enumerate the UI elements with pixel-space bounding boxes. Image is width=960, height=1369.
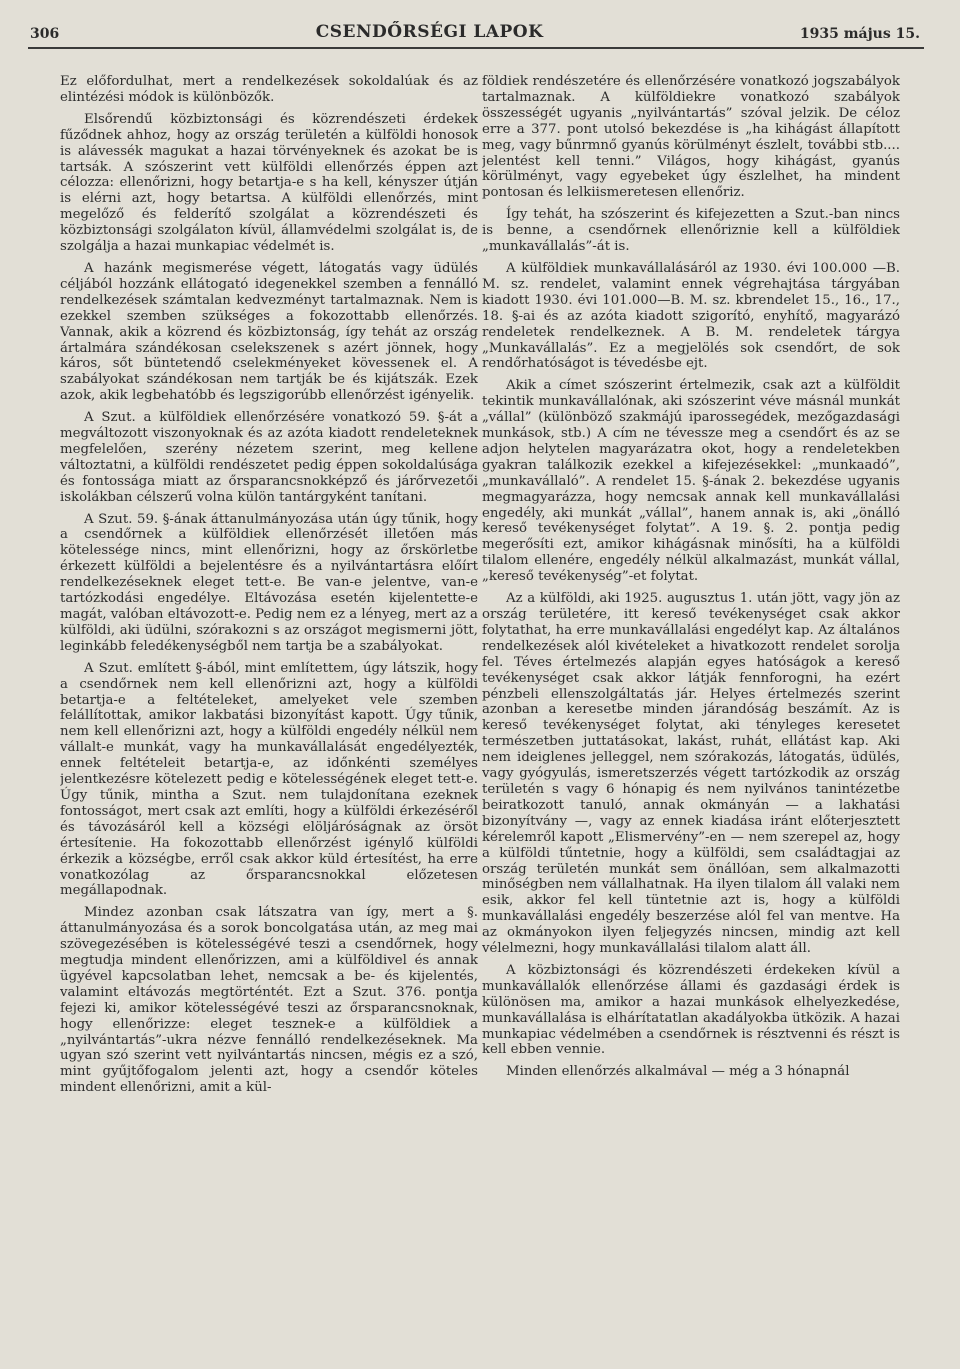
paragraph: Ez előfordulhat, mert a rendelkezések sokoldalúak és az elintézési módok is különbözők. — [60, 74, 478, 105]
paragraph: földiek rendészetére és ellenőrzésére vonatkozó jogszabályok tartalmaznak. A külföldiekre vonatkozó szabályok összességét ugyanis „nyilvántartás” szóval jelzik. De céloz erre a 377. pont utolsó bekezdése is „ha kihágást állapított meg, vagy bűnrmnő gyanús körülményt észlelt, további stb.... jelentést kell tenni.” Világos, hogy kihágást, gyanús körülményt, vagy egyebeket úgy észlelhet, ha mindent pontosan és lelkiismeretesen ellenőriz. — [482, 74, 900, 201]
paragraph: A külföldiek munkavállalásáról az 1930. évi 100.000 —B. M. sz. rendelet, valamint ennek végrehajtása tárgyában kiadott 1930. évi 101.000—B. M. sz. kbrendelet 15., 16., 17., 18. §-ai és az azóta kiadott szigorító, enyhítő, magyarázó rendeletek rendelkeznek. A B. M. rendeletek tárgya „Munkavállalás”. Ez a megjelölés sok csendőrt, de sok rendőrhatóságot is tévedésbe ejt. — [482, 260, 900, 372]
page-number: 306 — [30, 26, 60, 42]
paragraph: A Szut. a külföldiek ellenőrzésére vonatkozó 59. §-át a megváltozott viszonyoknak és az azóta kiadott rendeleteknek megfelelően, szerény nézetem szerint, meg kellene változtatni, a külföldi rendészetet pedig éppen sokoldalúsága és fontossága miatt az őrsparancsnokképző és járőrvezetői iskolákban célszerű volna külön tantárgyként tanítani. — [60, 410, 478, 505]
paragraph: Így tehát, ha szószerint és kifejezetten a Szut.-ban nincs is benne, a csendőrnek ellenőriznie kell a külföldiek „munkavállalás”-át is. — [482, 207, 900, 255]
paragraph: Mindez azonban csak látszatra van így, mert a §. áttanulmányozása és a sorok boncolgatása után, az meg mai szövegezésében is kötelességévé teszi a csendőrnek, hogy megtudja mindent ellenőrizzen, ami a külföldivel és annak ügyével kapcsolatban lehet, nemcsak a be- és kijelentés, valamint eltávozás megtörténtét. Ezt a Szut. 376. pontja fejezi ki, amikor kötelességévé teszi az őrsparancsnoknak, hogy ellenőrizze: eleget tesznek-e a külföldiek a „nyilvántartás”-ukra nézve fennálló rendelkezéseknek. Ma ugyan szó szerint vett nyilvántartás nincsen, mégis ez a szó, mint gyűjtőfogalom jelenti azt, hogy a csendőr köteles mindent ellenőrizni, amit a kül- — [60, 905, 478, 1096]
paragraph: A Szut. 59. §-ának áttanulmányozása után úgy tűnik, hogy a csendőrnek a külföldiek ellenőrzését illetően más kötelessége nincs, mint ellenőrizni, hogy az őrskörletbe érkezett külföldi a bejelentésre és a nyilvántartásra előírt rendelkezéseknek eleget tett-e. Be van-e jelentve, van-e tartózkodási engedélye. Eltávozása esetén kijelentette-e magát, valóban eltávozott-e. Pedig nem ez a lényeg, mert az a külföldi, aki üdülni, szórakozni s az országot megismerni jött, leginkább feledékenységből nem tartja be a szabályokat. — [60, 511, 478, 654]
paragraph: Elsőrendű közbiztonsági és közrendészeti érdekek fűződnek ahhoz, hogy az ország területén a külföldi honosok is alávessék magukat a hazai törvényeknek és azokat be is tartsák. A szószerint vett külföldi ellenőrzés éppen azt célozza: ellenőrizni, hogy betartja-e s ha kell, kényszer útján is elérni azt, hogy betartsa. A külföldi ellenőrzés, mint megelőző és felderítő szolgálat a közrendészeti és közbiztonsági szolgálaton kívül, államvédelmi szolgálat is, de szolgálja a hazai munkapiac védelmét is. — [60, 111, 478, 255]
paragraph: Akik a címet szószerint értelmezik, csak azt a külföldit tekintik munkavállalónak, aki szószerint véve másnál munkát „vállal” (különböző szakmájú iparossegédek, mezőgazdasági munkások, stb.) A cím ne tévessze meg a csendőrt és az se adjon helytelen magyarázatra okot, hogy a rendeletekben gyakran találkozik ezekkel a kifejezésekkel: „munkaadó”, „munkavállaló”. A rendelet 15. §-ának 2. bekezdése ugyanis megmagyarázza, hogy nemcsak annak kell munkavállalási engedély, aki munkát „vállal”, hanem annak is, aki „önálló kereső tevékenységet folytat”. A 19. §. 2. pontja pedig megerősíti ezt, amikor kihágásnak minősíti, ha a külföldi tilalom ellenére, engedély nélkül alkalmazást, munkát vállal, „kereső tevékenység”-et folytat. — [482, 378, 900, 585]
paragraph: A közbiztonsági és közrendészeti érdekeken kívül a munkavállalók ellenőrzése állami és gazdasági érdek is különösen ma, amikor a hazai munkások elhelyezkedése, munkavállalása is elhárítatatlan akadályokba ütközik. A hazai munkapiac védelmében a csendőrnek is résztvenni és részt is kell ebben vennie. — [482, 962, 900, 1058]
paragraph: A hazánk megismerése végett, látogatás vagy üdülés céljából hozzánk ellátogató idegenekkel szemben a fennálló rendelkezések számtalan kedvezményt tartalmaznak. Nem is ezekkel szemben szükséges a fokozottabb ellenőrzés. Vannak, akik a közrend és közbiztonság, így tehát az ország ártalmára szándékosan cselekszenek s azért jönnek, hogy káros, sőt büntetendő cselekményeket kövessenek el. A szabályokat szándékosan nem tartják be és kijátszák. Ezek azok, akik legbehatóbb és legszigorúbb ellenőrzést igényelik. — [60, 260, 478, 404]
left-column — [60, 74, 478, 1359]
issue-date: 1935 május 15. — [799, 26, 920, 42]
masthead-title: CSENDŐRSÉGI LAPOK — [315, 22, 544, 42]
paragraph: Az a külföldi, aki 1925. augusztus 1. után jött, vagy jön az ország területére, itt kereső tevékenységet csak akkor folytathat, ha erre munkavállalási engedélyt kap. Az általános rendelkezések alól kivételeket a hivatkozott rendelet sorolja fel. Téves értelmezés alapján egyes hatóságok a kereső tevékenységet csak akkor látják fennforogni, ha ezért pénzbeli ellenszolgáltatás jár. Helyes értelmezés szerint azonban a keresetbe minden járandóság beszámít. Az is kereső tevékenységet folytat, aki tényleges keresetet természetben juttatásokat, lakást, ruhát, ellátást kap. Aki nem ideiglenes jelleggel, nem szórakozás, látogatás, üdülés, vagy gyógyulás, ismeretszerzés végett tartózkodik az ország területén s vagy 6 hónapig és nem nyilvános tanintézetbe beiratkozott tanuló, annak okmányán — a lakhatási bizonyítvány —, vagy az ennek kiadása iránt előterjesztett kérelemről kapott „Elismervény”-en — nem szerepel az, hogy a külföldi tűntetnie, hogy a külföldi, sem családtagjai az ország területén munkát sem önállóan, sem alkalmazotti minőségben nem vállalhatnak. Ha ilyen tilalom áll valaki nem esik, akkor fel kell tüntetnie azt is, hogy a külföldi munkavállalási engedély beszerzése alól fel van mentve. Ha az okmányokon ilyen feljegyzés nincsen, mindig azt kell vélelmezni, hogy munkavállalási tilalom alatt áll. — [482, 591, 900, 957]
header-rule — [28, 47, 924, 49]
page-header — [30, 18, 920, 42]
right-column — [482, 74, 900, 1359]
paragraph: Minden ellenőrzés alkalmával — még a 3 hónapnál — [506, 1064, 850, 1080]
paragraph: A Szut. említett §-ából, mint említettem, úgy látszik, hogy a csendőrnek nem kell ellenőrizni azt, hogy a külföldi betartja-e a feltételeket, amelyeket vele szemben felállítottak, amikor lakbatási bizonyítást kapott. Úgy tűnik, nem kell ellenőrizni azt, hogy a külföldi engedély nélkül nem vállalt-e munkát, vagy ha munkavállalását engedélyezték, ennek feltételeit betartja-e, az időnkénti személyes jelentkezésre kötelezett pedig e kötelességének eleget tett-e. Úgy tűnik, mintha a Szut. nem tulajdonítana ezeknek fontosságot, mert csak azt említi, hogy a külföldi érkezéséről és távozásáról kell a községi elöljáróságnak az örsöt értesítenie. Ha fokozottabb ellenőrzést igénylő külföldi érkezik a községbe, erről csak akkor küld értesítést, ha erre vonatkozólag az őrsparancsnokkal előzetesen megállapodnak. — [60, 660, 478, 899]
